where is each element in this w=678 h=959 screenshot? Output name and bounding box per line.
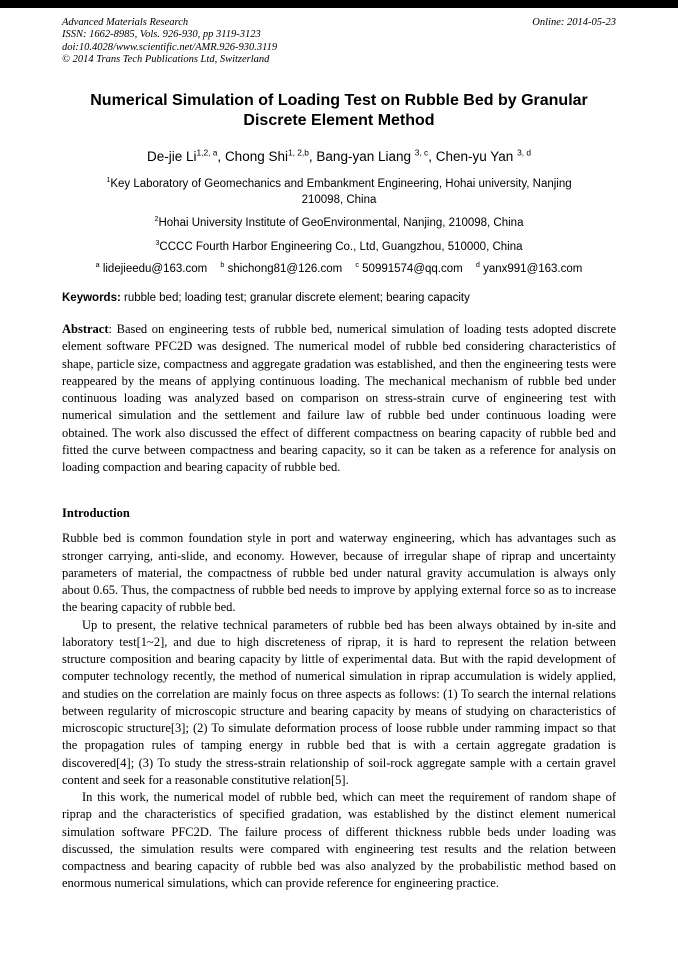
abstract-paragraph	[62, 321, 616, 476]
affiliation-superscript: 1	[106, 176, 111, 185]
email-superscript: b	[220, 261, 225, 270]
author-separator: ,	[217, 149, 225, 165]
affiliation-superscript: 3	[155, 238, 160, 247]
author	[436, 149, 531, 164]
affiliation-text: Key Laboratory of Geomechanics and Embankment Engineering, Hohai university, Nanjing 210098, China	[110, 178, 572, 206]
keywords-text: rubble bed; loading test; granular discrete element; bearing capacity	[120, 292, 470, 305]
author-superscript: 3, d	[517, 147, 532, 158]
copyright-line: © 2014 Trans Tech Publications Ltd, Switzerland	[62, 54, 270, 66]
author	[225, 149, 316, 164]
emails-line	[62, 263, 616, 275]
affiliations-block	[62, 177, 616, 255]
section-heading-introduction: Introduction	[62, 506, 130, 521]
author-name: Chong Shi	[224, 149, 288, 165]
paper-title: Numerical Simulation of Loading Test on Rubble Bed by Granular Discrete Element Method	[90, 91, 588, 130]
author	[316, 149, 435, 164]
issn-line: ISSN: 1662-8985, Vols. 926-930, pp 3119-3123	[62, 29, 261, 41]
introduction-paragraph-3: In this work, the numerical model of rubble bed, which can meet the requirement of random shape of riprap and the characteristics of specified gradation, was established by the distinct element numerical simulation software PFC2D. The failure process of different thickness rubble beds under loading was discussed, the simulation results were compared with engineering test results and the relation between compactness and bearing capacity of rubble bed was also analyzed by the probabilistic method based on enormous numerical simulations, which can provide reference for engineering practice.	[62, 790, 616, 891]
abstract-label: Abstract	[62, 322, 109, 337]
author-email	[355, 263, 462, 275]
affiliation	[84, 240, 594, 256]
author	[147, 149, 225, 164]
keywords-label: Keywords:	[62, 292, 121, 305]
doi-line: doi:10.4028/www.scientific.net/AMR.926-930.3119	[62, 41, 278, 53]
author-separator: ,	[308, 149, 317, 165]
author-email	[476, 263, 582, 275]
author-email	[96, 263, 208, 275]
online-date: Online: 2014-05-23	[532, 17, 616, 28]
introduction-paragraph-2: Up to present, the relative technical parameters of rubble bed has been always obtained by in-site and laboratory test[1~2], and due to high discreteness of riprap, it is hard to represent the relation between structure composition and bearing capacity by little of experimental data. But with the rapid development of computer technology recently, the method of numerical simulation in riprap accumulation is widely applied, and studies on the correlation are mainly focus on three aspects as follows: (1) To search the internal relations between regularity of microscopic structure and bearing capacity by means of studying on characteristics of microscopic structure[3]; (2) To simulate deformation process of loose rubble under ramming impact so that the propagation rules of tamping energy in rubble bed that is with a certain aggregate gradation is discovered[4]; (3) To study the stress-strain relationship of soil-rock aggregate sample with a certain gravel content and seek for a reasonable constitutive relation[5].	[62, 617, 616, 787]
email-superscript: c	[355, 261, 359, 270]
email-address: shichong81@126.com	[227, 263, 343, 276]
author-superscript: 1,2, a	[196, 147, 218, 158]
affiliation	[84, 216, 594, 232]
email-address: lidejieedu@163.com	[102, 263, 208, 276]
author-name: De-jie Li	[146, 149, 197, 165]
author-superscript: 3, c	[414, 147, 429, 158]
journal-name: Advanced Materials Research	[62, 17, 189, 28]
author-name: Bang-yan Liang	[316, 149, 415, 165]
affiliation-text: Hohai University Institute of GeoEnvironmental, Nanjing, 210098, China	[158, 217, 524, 230]
publication-header-row	[62, 17, 616, 29]
introduction-paragraph-1: Rubble bed is common foundation style in port and waterway engineering, which has advantages such as stronger carrying, anti-slide, and economy. However, because of irregular shape of riprap and uncertainty parameters of material, the compactness of rubble bed under natural gravity accumulation is always only about 0.65. Thus, the compactness of rubble bed needs to improve by applying external force so as to increase the bearing capacity of rubble bed.	[62, 531, 616, 615]
affiliation-superscript: 2	[154, 215, 159, 224]
email-superscript: d	[475, 261, 480, 270]
affiliation-text: CCCC Fourth Harbor Engineering Co., Ltd, Guangzhou, 510000, China	[159, 240, 523, 253]
author-superscript: 1, 2,b	[287, 147, 309, 158]
author-email	[220, 263, 342, 275]
page-content	[0, 8, 678, 893]
keywords-line	[62, 292, 616, 304]
authors-line	[62, 149, 616, 164]
top-edge-bar	[0, 0, 678, 8]
affiliation	[84, 177, 594, 208]
author-separator: ,	[428, 149, 436, 165]
email-address: yanx991@163.com	[483, 263, 583, 276]
author-name: Chen-yu Yan	[435, 149, 518, 165]
abstract-text: : Based on engineering tests of rubble bed, numerical simulation of loading tests adopted discrete element software PFC2D was designed. The numerical model of rubble bed considering characteristics of shape, particle size, compactness and aggregate gradation was established, and then the engineering tests were reappeared by the means of applying continuous loading. The mechanical mechanism of rubble bed under continuous loading was analyzed based on comparison on stress-strain curve of engineering test with numerical simulation and the settlement and failure law of rubble bed under continuous loading were obtained. The work also discussed the effect of different compactness on bearing capacity of rubble bed and fitted the curve between compactness and bearing capacity, so it can be taken as a reference for analysis on loading compaction and bearing capacity of rubble bed.	[62, 322, 616, 475]
email-superscript: a	[95, 261, 100, 270]
email-address: 50991574@qq.com	[362, 263, 463, 276]
publication-header	[62, 17, 616, 67]
